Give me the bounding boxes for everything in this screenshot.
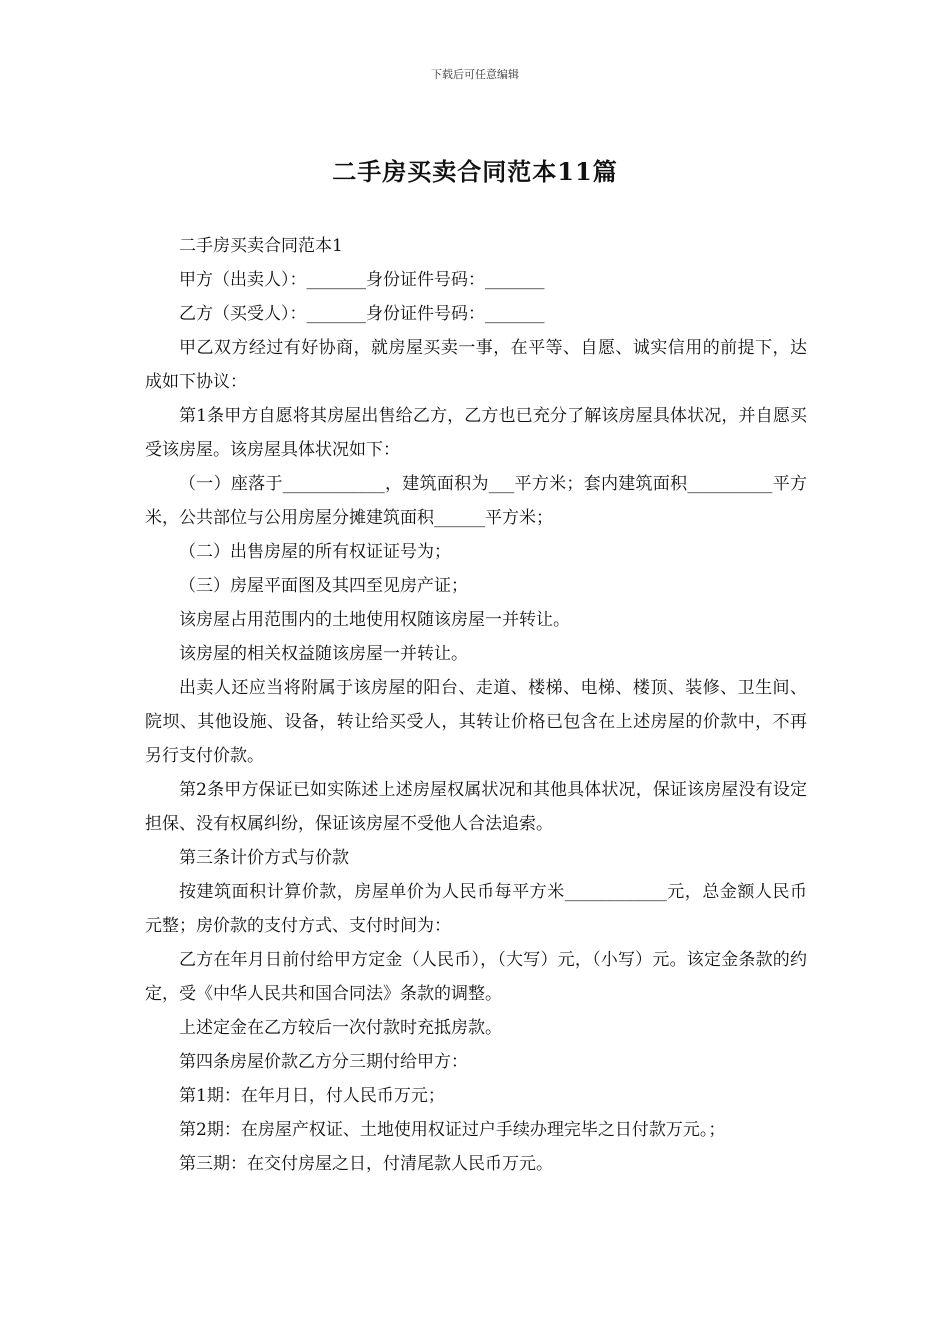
paragraph-article-4: 第四条房屋价款乙方分三期付给甲方： [179,1052,468,1072]
paragraph-preamble: 甲乙双方经过有好协商，就房屋买卖一事，在平等、自愿、诚实信用的前提下，达成如下协议： [145,338,807,392]
paragraph-item-1: （一）座落于____________，建筑面积为___平方米；套内建筑面积__________平方米，公共部位与公用房屋分摊建筑面积______平方米； [145,474,807,528]
paragraph-deposit-offset: 上述定金在乙方较后一次付款时充抵房款。 [179,1018,502,1038]
document-title: 二手房买卖合同范本11篇 [332,157,618,186]
paragraph-attachments: 出卖人还应当将附属于该房屋的阳台、走道、楼梯、电梯、楼顶、装修、卫生间、院坝、其他设施、设备，转让给买受人，其转让价格已包含在上述房屋的价款中，不再另行支付价款。 [145,678,807,766]
paragraph-item-3: （三）房屋平面图及其四至见房产证； [179,576,468,596]
paragraph-related-rights: 该房屋的相关权益随该房屋一并转让。 [179,644,468,664]
header-note: 下载后可任意编辑 [431,68,519,81]
paragraph-party-b: 乙方（买受人）：_______身份证件号码：_______ [179,304,545,324]
paragraph-article-3: 第三条计价方式与价款 [179,848,349,868]
paragraph-section-heading: 二手房买卖合同范本1 [179,236,343,256]
paragraph-article-1: 第1条甲方自愿将其房屋出售给乙方，乙方也已充分了解该房屋具体状况，并自愿买受该房屋。该房屋具体状况如下： [145,406,807,460]
paragraph-land-rights: 该房屋占用范围内的土地使用权随该房屋一并转让。 [179,610,570,630]
paragraph-installment-3: 第三期：在交付房屋之日，付清尾款人民币万元。 [179,1154,553,1174]
paragraph-article-2: 第2条甲方保证已如实陈述上述房屋权属状况和其他具体状况，保证该房屋没有设定担保、没有权属纠纷，保证该房屋不受他人合法追索。 [145,780,807,834]
paragraph-installment-2: 第2期：在房屋产权证、土地使用权证过户手续办理完毕之日付款万元。； [179,1120,726,1140]
paragraph-item-2: （二）出售房屋的所有权证证号为； [179,542,451,562]
paragraph-party-a: 甲方（出卖人）：_______身份证件号码：_______ [179,270,545,290]
paragraph-pricing: 按建筑面积计算价款，房屋单价为人民币每平方米____________元，总金额人民币元整；房价款的支付方式、支付时间为： [145,882,807,936]
document-body [145,229,807,1181]
paragraph-installment-1: 第1期：在年月日，付人民币万元； [179,1086,445,1106]
paragraph-deposit: 乙方在年月日前付给甲方定金（人民币），（大写）元，（小写）元。该定金条款的约定，受《中华人民共和国合同法》条款的调整。 [145,950,807,1004]
